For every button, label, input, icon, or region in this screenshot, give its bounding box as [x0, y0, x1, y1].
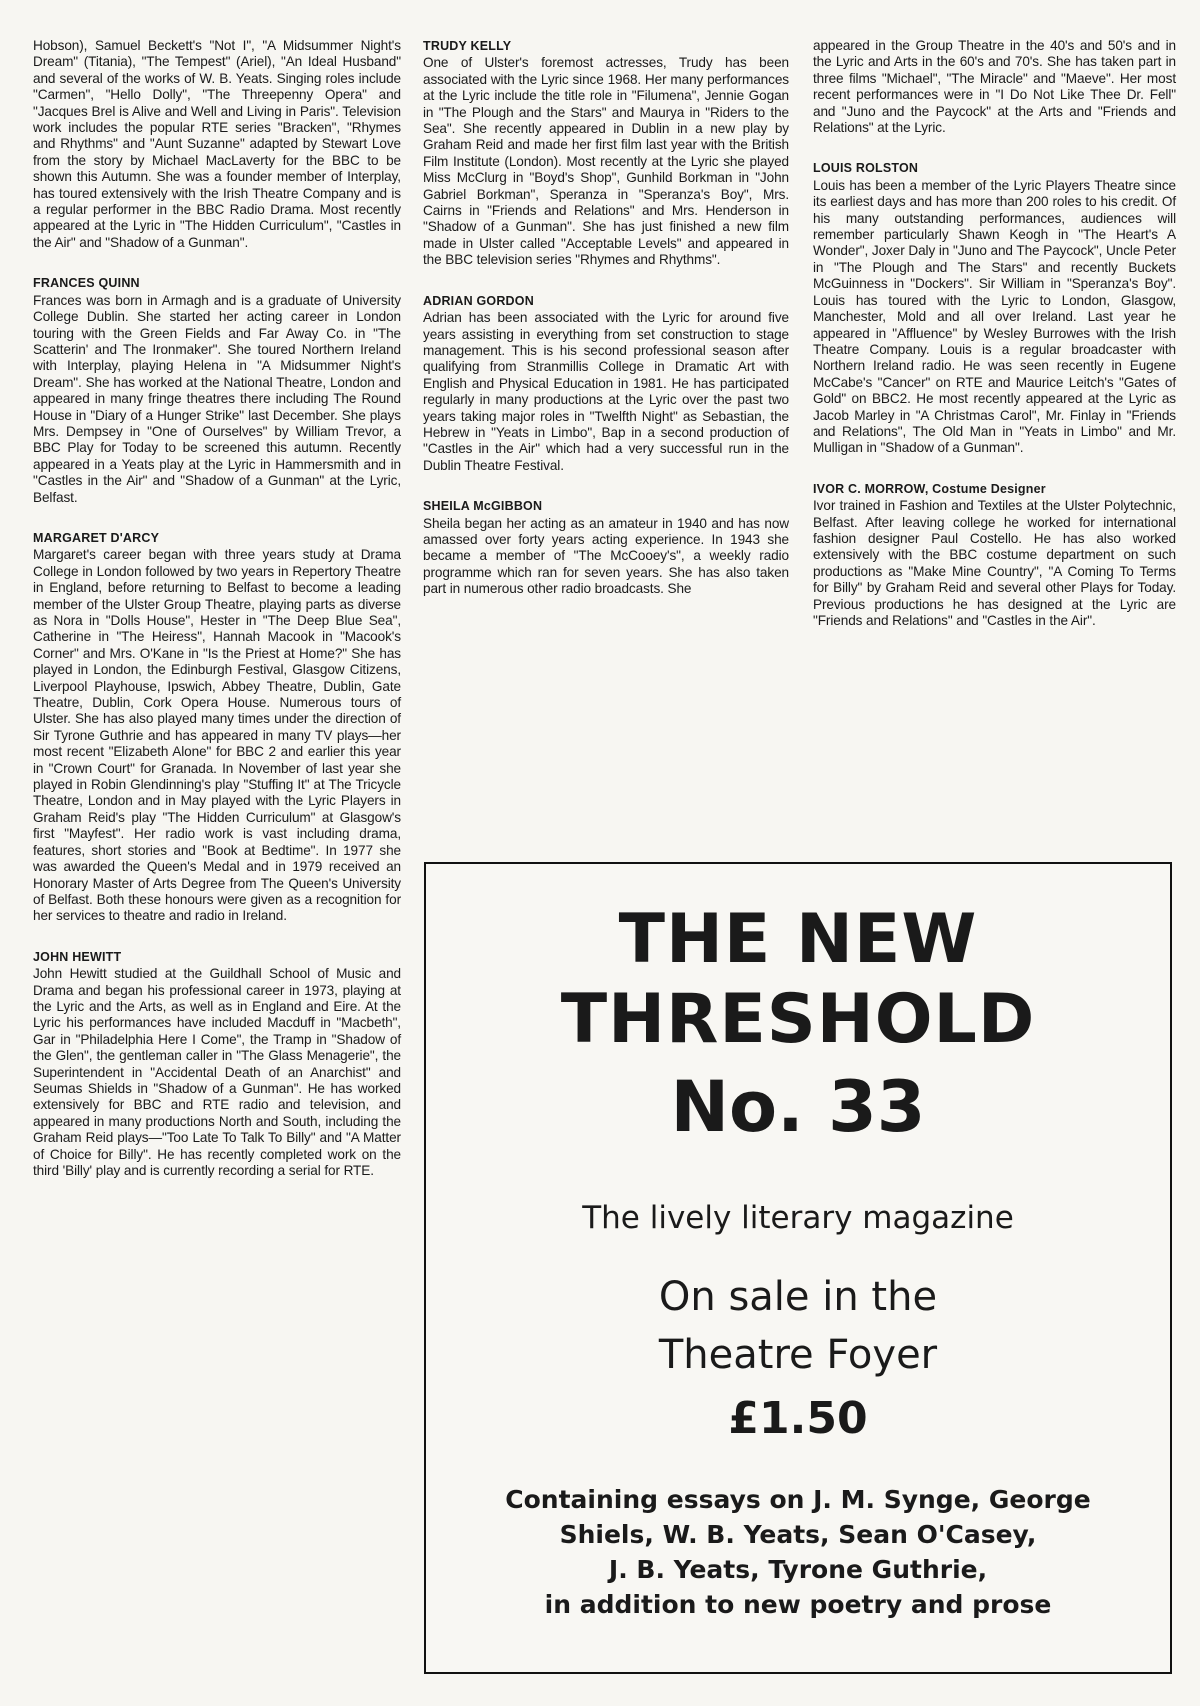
bio-sheila-continued: [813, 38, 1176, 136]
threshold-advertisement: [424, 862, 1172, 1674]
ad-price: £1.50: [728, 1393, 868, 1444]
bio-text: Adrian has been associated with the Lyric for around five years assisting in everything from set construction to stage management. This is his second professional season after qualifying from Stranmillis College in Dramatic Art with English and Physical Education in 1981. He has participated regularly in many productions at the Lyric over the past two years taking major roles in "Twelfth Night" as Sebastian, the Hebrew in "Yeats in Limbo", Bap in a second production of "Castles in the Air" which had a very successful run in the Dublin Theatre Festival.: [423, 310, 789, 473]
bio-text: Hobson), Samuel Beckett's "Not I", "A Midsummer Night's Dream" (Titania), "The Tempest" (Ariel), "An Ideal Husband" and several of the works of W. B. Yeats. Singing roles include "Carmen", "Hello Dolly", "The Threepenny Opera" and "Jacques Brel is Alive and Well and Living in Paris". Television work includes the popular RTE series "Bracken", "Rhymes and Rhythms" and "Aunt Suzanne" adapted by Stewart Love from the story by Michael MacLaverty for the BBC to be shown this Autumn. She was a founder member of Interplay, has toured extensively with the Irish Theatre Company and is a regular performer in the BBC Radio Drama. Most recently appeared at the Lyric in "The Hidden Curriculum", "Castles in the Air" and "Shadow of a Gunman".: [33, 38, 401, 250]
bio-name: TRUDY KELLY: [423, 39, 512, 53]
bio-john-hewitt: [33, 949, 401, 1180]
ad-contents-line: in addition to new poetry and prose: [544, 1590, 1052, 1619]
bio-name: IVOR C. MORROW, Costume Designer: [813, 481, 1046, 496]
ad-contents-line: J. B. Yeats, Tyrone Guthrie,: [608, 1555, 988, 1584]
ad-title: [426, 900, 1170, 1060]
bio-name: FRANCES QUINN: [33, 276, 140, 291]
column-left: [33, 38, 401, 1203]
bio-name: ADRIAN GORDON: [423, 293, 534, 308]
bio-text: appeared in the Group Theatre in the 40's and 50's and in the Lyric and Arts in the 60's and 70's. She has taken part in three films "Michael", "The Miracle" and "Maeve". Her most recent performances were in "I Do Not Like Thee Dr. Fell" and "Juno and the Paycock" at the Arts and "Friends and Relations" at the Lyric.: [813, 38, 1176, 136]
bio-name: MARGARET D'ARCY: [33, 530, 160, 545]
ad-contents: [426, 1482, 1170, 1622]
bio-louis-rolston: [813, 160, 1176, 456]
ad-sale-location: [426, 1268, 1170, 1384]
ad-tagline: The lively literary magazine: [582, 1200, 1014, 1236]
bio-text: John Hewitt studied at the Guildhall School of Music and Drama and began his professional career in 1973, playing at the Lyric and the Arts, as well as in England and Eire. At the Lyric his performances have included Macduff in "Macbeth", Gar in "Philadelphia Here I Come", the Tramp in "Shadow of the Glen", the gentleman caller in "The Glass Menagerie", the Superintendent in "Accidental Death of an Anarchist" and Seumas Shields in "Shadow of a Gunman". He has worked extensively for BBC and RTE radio and television, and appeared in many productions North and South, including the Graham Reid plays—"Too Late To Talk To Billy" and "A Matter of Choice for Billy". He has recently completed work on the third 'Billy' play and is currently recording a serial for RTE.: [33, 966, 401, 1178]
bio-name: SHEILA McGIBBON: [423, 499, 543, 514]
bio-text: Frances was born in Armagh and is a graduate of University College Dublin. She started her acting career in London touring with the Green Fields and Far Away Co. in "The Scatterin' and The Ironmaker". She toured Northern Ireland with Interplay, playing Helena in "A Midsummer Night's Dream". She has worked at the National Theatre, London and appeared in many fringe theatres there including The Round House in "Diary of a Hunger Strike" last December. She plays Mrs. Dempsey in "One of Ourselves" by William Trevor, a BBC Play for Today to be screened this autumn. Recently appeared in a Yeats play at the Lyric in Hammersmith and in "Castles in the Air" and "Shadow of a Gunman" at the Lyric, Belfast.: [33, 292, 401, 505]
bio-continued: [33, 38, 401, 251]
ad-contents-line: Containing essays on J. M. Synge, George: [505, 1485, 1091, 1514]
bio-sheila-mcgibbon: [423, 498, 789, 597]
bio-adrian-gordon: [423, 293, 789, 474]
bio-name: JOHN HEWITT: [33, 949, 122, 964]
bio-margaret-darcy: [33, 530, 401, 925]
ad-sale-line: On sale in the: [658, 1274, 938, 1320]
column-right: [813, 38, 1176, 653]
ad-contents-line: Shiels, W. B. Yeats, Sean O'Casey,: [559, 1520, 1037, 1549]
bio-name: LOUIS ROLSTON: [813, 161, 919, 176]
ad-title-line: THRESHOLD: [560, 980, 1036, 1059]
bio-trudy-kelly: [423, 38, 789, 269]
bio-text: Sheila began her acting as an amateur in 1940 and has now amassed over forty years acting experience. In 1943 she became a member of "The McCooey's", a weekly radio programme which ran for seven years. She has also taken part in numerous other radio broadcasts. She: [423, 515, 789, 597]
bio-text: Louis has been a member of the Lyric Players Theatre since its earliest days and has more than 200 roles to his credit. Of his many outstanding performances, audiences will remember particularly Shawn Keogh in "The Heart's A Wonder", Joxer Daly in "Juno and The Paycock", Uncle Peter in "The Plough and The Stars" and recently Buckets McGuinness in "Dockers". Sir William in "Speranza's Boy". Louis has toured with the Lyric to London, Glasgow, Manchester, Mold and all over Ireland. Last year he appeared in "Affluence" by Wesley Burrowes with the Irish Theatre Company. Louis is a regular broadcaster with Northern Ireland radio. He was seen recently in Eugene McCabe's "Cancer" on RTE and Maurice Leitch's "Gates of Gold" on BBC2. He most recently appeared at the Lyric as Jacob Marley in "A Christmas Carol", Mr. Finlay in "Friends and Relations", The Old Man in "Yeats in Limbo" and Mr. Mulligan in "Shadow of a Gunman".: [813, 177, 1176, 456]
bio-text: Margaret's career began with three years study at Drama College in London followed by two years in Repertory Theatre in England, before returning to Belfast to become a leading member of the Ulster Group Theatre, playing parts as diverse as Nora in "Dolls House", Hester in "The Deep Blue Sea", Catherine in "The Heiress", Hannah Macook in "Macook's Corner" and Mrs. O'Kane in "Is the Priest at Home?" She has played in London, the Edinburgh Festival, Glasgow Citizens, Liverpool Playhouse, Ipswich, Abbey Theatre, Dublin, Gate Theatre, Dublin, Cork Opera House. Numerous tours of Ulster. She has also played many times under the direction of Sir Tyrone Guthrie and has appeared in many TV plays—her most recent "Elizabeth Alone" for BBC 2 and earlier this year in "Crown Court" for Granada. In November of last year she played in Robin Glendinning's play "Stuffing It" at The Tricycle Theatre, London and in May played with the Lyric Players in Graham Reid's play "The Hidden Curriculum" at Glasgow's first "Mayfest". Her radio work is vast including drama, features, short stories and "Book at Bedtime". In 1977 she was awarded the Queen's Medal and in 1979 received an Honorary Master of Arts Degree from The Queen's University of Belfast. Both these honours were given as a recognition for her services to theatre and radio in Ireland.: [33, 547, 401, 924]
ad-title-line: THE NEW: [618, 900, 978, 979]
bio-text: One of Ulster's foremost actresses, Trudy has been associated with the Lyric since 1968. Her many performances at the Lyric include the title role in "Filumena", Jennie Gogan in "The Plough and the Stars" and Maurya in "Riders to the Sea". She recently appeared in Dublin in a new play by Graham Reid and made her first film last year with the British Film Institute (London). Most recently at the Lyric she played Miss McClurg in "Boyd's Shop", Gunhild Borkman in "John Gabriel Borkman", Speranza in "Speranza's Boy", Mrs. Cairns in "Friends and Relations" and Mrs. Henderson in "Shadow of a Gunman". She has just finished a new film made in Ulster called "Acceptable Levels" and appeared in the BBC television series "Rhymes and Rhythms".: [423, 55, 789, 268]
column-middle: [423, 38, 789, 622]
bio-frances-quinn: [33, 275, 401, 506]
ad-issue-number: No. 33: [670, 1066, 926, 1148]
bio-text: Ivor trained in Fashion and Textiles at the Ulster Polytechnic, Belfast. After leaving college he worked for international fashion designer Paul Costello. He has also worked extensively with the BBC costume department on such productions as "Make Mine Country", "A Coming To Terms for Billy" by Graham Reid and several other Plays for Today. Previous productions he has designed at the Lyric are "Friends and Relations" and "Castles in the Air".: [813, 498, 1176, 628]
bio-ivor-morrow: [813, 481, 1176, 630]
ad-sale-line: Theatre Foyer: [658, 1332, 938, 1378]
